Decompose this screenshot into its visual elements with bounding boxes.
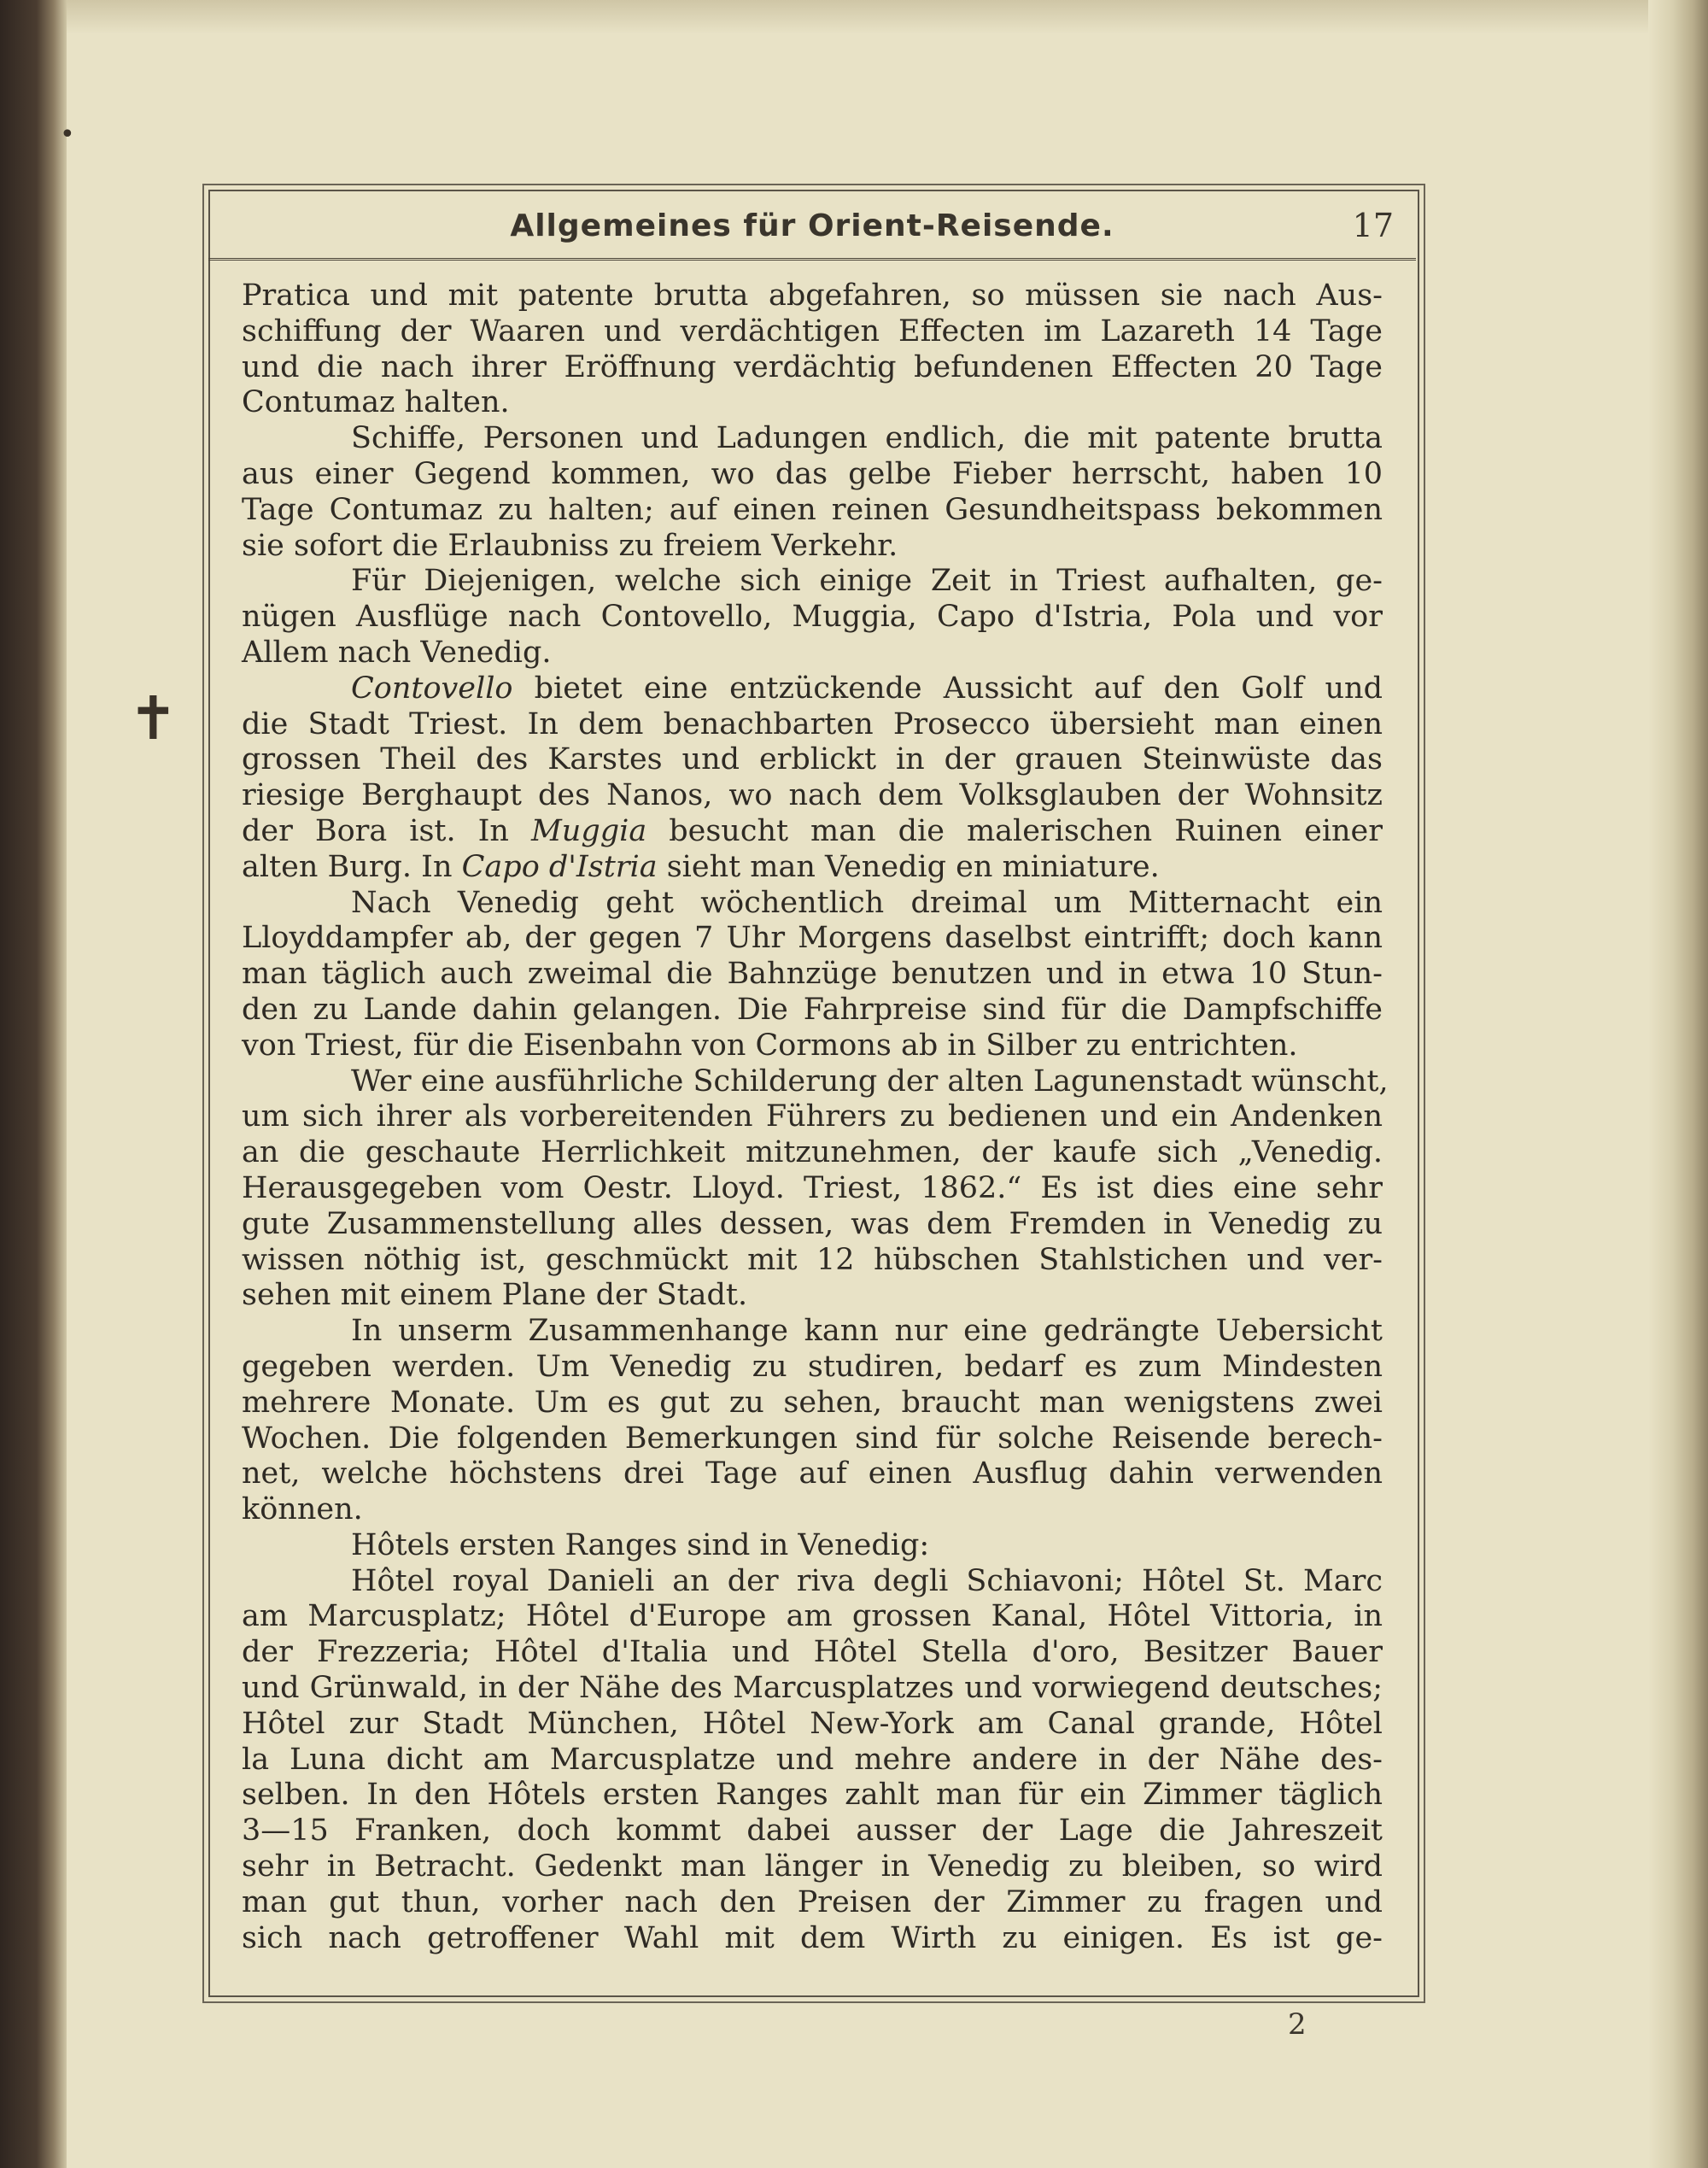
text-segment: der Frezzeria; Hôtel d'Italia und Hôtel Stella d'oro, Besitzer Bauer xyxy=(242,1635,1383,1670)
text-segment: sieht man Venedig en miniature. xyxy=(657,849,1160,884)
text-segment: In unserm Zusammenhange kann nur eine gedrängte Uebersicht xyxy=(351,1314,1383,1349)
page-edge xyxy=(1648,0,1708,2168)
text-line xyxy=(242,671,1383,707)
text-line xyxy=(242,1743,1383,1778)
italic-place-name: Contovello xyxy=(351,671,513,706)
text-segment: die Stadt Triest. In dem benachbarten Prosecco übersieht man einen xyxy=(242,706,1383,741)
text-line xyxy=(242,493,1383,529)
text-segment: grossen Theil des Karstes und erblickt in der grauen Steinwüste das xyxy=(242,742,1383,777)
text-line xyxy=(242,600,1383,636)
text-segment: selben. In den Hôtels ersten Ranges zahlt man für ein Zimmer täglich xyxy=(242,1778,1383,1813)
text-line xyxy=(242,993,1383,1028)
text-line xyxy=(242,385,1383,421)
paragraph xyxy=(242,564,1383,671)
text-line xyxy=(242,1885,1383,1921)
paragraph xyxy=(242,671,1383,886)
text-segment: man täglich auch zweimal die Bahnzüge benutzen und in etwa 10 Stun- xyxy=(242,957,1383,992)
paragraph xyxy=(242,421,1383,564)
paragraph xyxy=(242,1564,1383,1957)
text-segment: net, welche höchstens drei Tage auf einen Ausflug dahin verwenden xyxy=(242,1456,1383,1491)
paragraph xyxy=(242,1314,1383,1528)
text-line xyxy=(242,1028,1383,1064)
text-segment: man gut thun, vorher nach den Preisen der Zimmer zu fragen und xyxy=(242,1884,1383,1919)
text-segment: 3—15 Franken, doch kommt dabei ausser der Lage die Jahreszeit xyxy=(242,1814,1383,1849)
text-line xyxy=(242,1063,1389,1100)
text-segment: den zu Lande dahin gelangen. Die Fahrpreise sind für die Dampfschiffe xyxy=(242,992,1383,1027)
text-line xyxy=(242,778,1383,814)
page-number: 17 xyxy=(1352,207,1394,244)
text-segment: der Bora ist. In xyxy=(242,813,531,848)
text-segment: Hôtels ersten Ranges sind in Venedig: xyxy=(351,1527,930,1562)
paragraph xyxy=(242,278,1383,421)
text-segment: sie sofort die Erlaubniss zu freiem Verkehr. xyxy=(242,528,898,563)
text-segment: besucht man die malerischen Ruinen einer xyxy=(646,813,1383,848)
text-line xyxy=(242,1564,1383,1600)
text-segment: Für Diejenigen, welche sich einige Zeit in Triest aufhalten, ge- xyxy=(351,564,1383,599)
text-line xyxy=(242,564,1383,600)
book-binding xyxy=(0,0,67,2168)
text-segment: können. xyxy=(242,1492,363,1527)
paragraph xyxy=(242,1528,1383,1564)
signature-mark: 2 xyxy=(1288,2007,1307,2042)
text-line xyxy=(242,1671,1383,1707)
text-segment: und die nach ihrer Eröffnung verdächtig befundenen Effecten 20 Tage xyxy=(242,349,1383,384)
text-line xyxy=(242,921,1383,957)
text-line xyxy=(242,886,1383,922)
text-segment: Wochen. Die folgenden Bemerkungen sind für solche Reisende berech- xyxy=(242,1421,1383,1456)
text-line xyxy=(242,1778,1383,1814)
text-line xyxy=(242,1528,1383,1564)
text-line xyxy=(242,1456,1383,1492)
text-segment: Wer eine ausführliche Schilderung der alten Lagunenstadt wünscht, xyxy=(351,1063,1389,1099)
text-line xyxy=(242,1099,1383,1135)
text-segment: sehr in Betracht. Gedenkt man länger in Venedig zu bleiben, so wird xyxy=(242,1849,1383,1884)
text-segment: und Grünwald, in der Nähe des Marcusplatzes und vorwiegend deutsches; xyxy=(242,1671,1383,1706)
text-segment: am Marcusplatz; Hôtel d'Europe am grossen Kanal, Hôtel Vittoria, in xyxy=(242,1599,1383,1634)
italic-place-name: Muggia xyxy=(530,813,647,848)
italic-place-name: Capo d'Istria xyxy=(461,849,658,884)
text-line xyxy=(242,457,1383,493)
text-segment: gute Zusammenstellung alles dessen, was dem Fremden in Venedig zu xyxy=(242,1206,1383,1241)
text-line xyxy=(242,1421,1383,1457)
margin-mark: ✝ xyxy=(128,683,178,753)
text-segment: Lloyddampfer ab, der gegen 7 Uhr Morgens daselbst eintrifft; doch kann xyxy=(242,921,1383,956)
paragraph xyxy=(242,1063,1389,1315)
text-line xyxy=(242,1707,1383,1743)
text-segment: um sich ihrer als vorbereitenden Führers zu bedienen und ein Andenken xyxy=(242,1099,1383,1134)
text-line xyxy=(242,1849,1383,1885)
running-title: Allgemeines für Orient-Reisende. xyxy=(510,208,1114,243)
text-line xyxy=(242,350,1383,386)
text-line xyxy=(242,1314,1383,1350)
text-line xyxy=(242,1243,1383,1279)
text-line xyxy=(242,1386,1383,1421)
text-line xyxy=(242,636,1383,671)
text-line xyxy=(242,957,1383,993)
text-line xyxy=(242,529,1383,565)
text-line xyxy=(242,1492,1383,1528)
text-segment: Hôtel zur Stadt München, Hôtel New-York am Canal grande, Hôtel xyxy=(242,1706,1383,1741)
text-segment: Schiffe, Personen und Ladungen endlich, die mit patente brutta xyxy=(351,421,1383,456)
running-header xyxy=(208,198,1416,261)
text-line xyxy=(242,1599,1383,1635)
text-line xyxy=(242,1350,1383,1386)
text-segment: riesige Berghaupt des Nanos, wo nach dem Volksglauben der Wohnsitz xyxy=(242,778,1383,813)
text-line xyxy=(242,707,1383,743)
text-segment: bietet eine entzückende Aussicht auf den Golf und xyxy=(512,671,1383,706)
text-segment: Contumaz halten. xyxy=(242,385,510,420)
text-segment: aus einer Gegend kommen, wo das gelbe Fieber herrscht, haben 10 xyxy=(242,456,1383,491)
text-line xyxy=(242,1278,1383,1314)
text-segment: gegeben werden. Um Venedig zu studiren, bedarf es zum Mindesten xyxy=(242,1349,1383,1384)
text-line xyxy=(242,1135,1383,1171)
text-line xyxy=(242,850,1383,886)
text-segment: alten Burg. In xyxy=(242,849,462,884)
text-segment: Tage Contumaz zu halten; auf einen reinen Gesundheitspass bekommen xyxy=(242,492,1383,527)
text-line xyxy=(242,1921,1383,1957)
text-line xyxy=(242,1814,1383,1849)
text-segment: la Luna dicht am Marcusplatze und mehre andere in der Nähe des- xyxy=(242,1742,1383,1777)
text-segment: Nach Venedig geht wöchentlich dreimal um Mitternacht ein xyxy=(351,885,1383,920)
text-segment: sich nach getroffener Wahl mit dem Wirth zu einigen. Es ist ge- xyxy=(242,1920,1383,1955)
text-line xyxy=(242,314,1383,350)
text-segment: wissen nöthig ist, geschmückt mit 12 hübschen Stahlstichen und ver- xyxy=(242,1242,1383,1277)
text-segment: von Triest, für die Eisenbahn von Cormons ab in Silber zu entrichten. xyxy=(242,1028,1298,1063)
text-segment: Pratica und mit patente brutta abgefahren, so müssen sie nach Aus- xyxy=(242,278,1383,313)
paragraph xyxy=(242,886,1383,1064)
text-segment: mehrere Monate. Um es gut zu sehen, braucht man wenigstens zwei xyxy=(242,1385,1383,1420)
text-segment: sehen mit einem Plane der Stadt. xyxy=(242,1278,748,1313)
text-line xyxy=(242,421,1383,457)
margin-mark: • xyxy=(60,120,75,149)
text-line xyxy=(242,1171,1383,1207)
text-line xyxy=(242,742,1383,778)
text-segment: schiffung der Waaren und verdächtigen Effecten im Lazareth 14 Tage xyxy=(242,313,1383,349)
body-text xyxy=(242,278,1389,1956)
page-top-shadow xyxy=(67,0,1708,34)
text-line xyxy=(242,1207,1383,1243)
text-segment: an die geschaute Herrlichkeit mitzunehmen, der kaufe sich „Venedig. xyxy=(242,1135,1383,1170)
text-segment: nügen Ausflüge nach Contovello, Muggia, Capo d'Istria, Pola und vor xyxy=(242,600,1383,635)
text-line xyxy=(242,814,1383,850)
text-line xyxy=(242,1635,1383,1671)
text-segment: Allem nach Venedig. xyxy=(242,635,552,670)
text-segment: Hôtel royal Danieli an der riva degli Schiavoni; Hôtel St. Marc xyxy=(351,1563,1383,1598)
text-segment: Herausgegeben vom Oestr. Lloyd. Triest, 1862.“ Es ist dies eine sehr xyxy=(242,1170,1383,1205)
text-line xyxy=(242,278,1383,314)
